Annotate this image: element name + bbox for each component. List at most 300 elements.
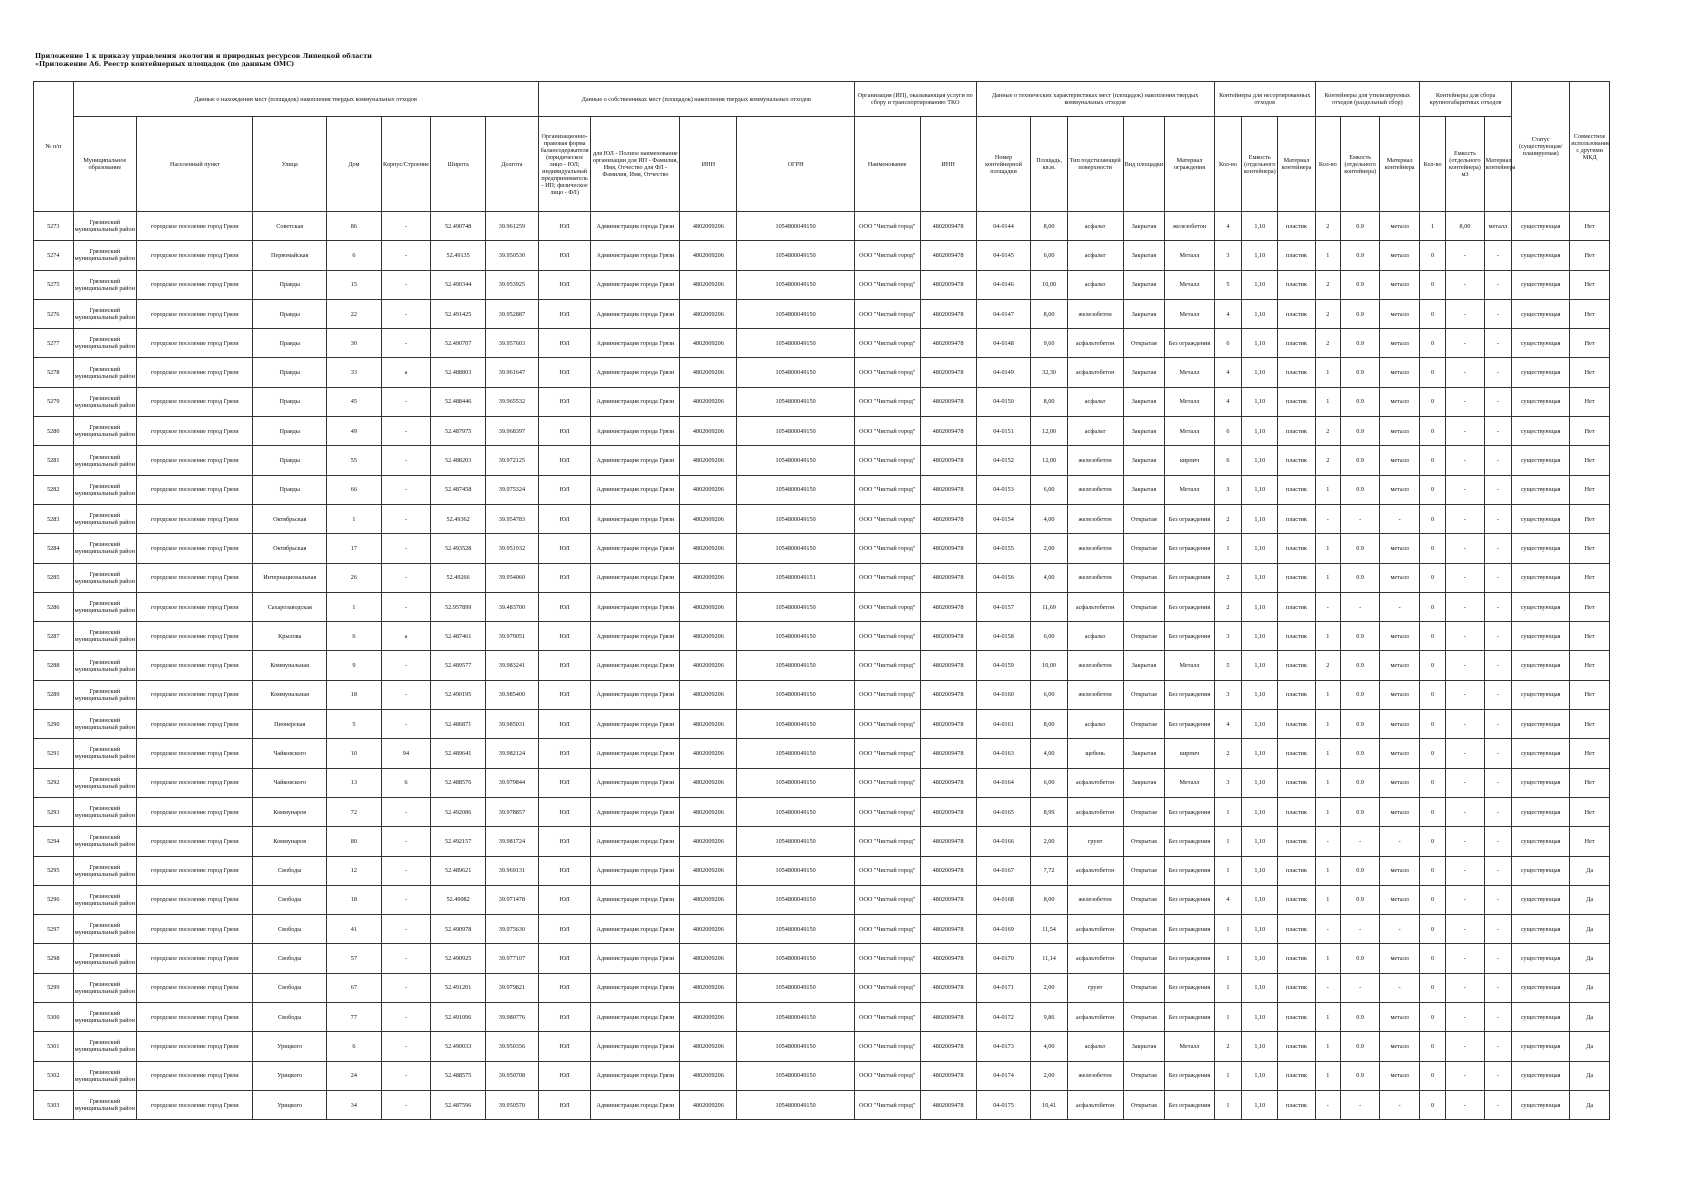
header-col: Населенный пункт xyxy=(137,117,253,212)
table-cell: 1,10 xyxy=(1242,856,1278,885)
table-cell: 4802009478 xyxy=(920,387,976,416)
table-cell: 0.9 xyxy=(1340,768,1380,797)
table-cell: 39.961647 xyxy=(486,358,539,387)
table-cell: 52.488576 xyxy=(431,768,486,797)
table-cell: 32,30 xyxy=(1031,358,1067,387)
table-cell: пластик xyxy=(1278,270,1315,299)
table-cell: 0.9 xyxy=(1340,1003,1380,1032)
table-cell: 6 xyxy=(1214,417,1241,446)
header-col: Площадь, кв.м. xyxy=(1031,117,1067,212)
table-cell: 3 xyxy=(1214,680,1241,709)
table-cell: городское поселение город Грязи xyxy=(137,329,253,358)
table-cell: 1054800049150 xyxy=(737,885,854,914)
table-cell: 4802009206 xyxy=(680,680,737,709)
table-cell: 04-0156 xyxy=(976,563,1031,592)
table-cell: 7,72 xyxy=(1031,856,1067,885)
table-cell: 5275 xyxy=(34,270,74,299)
table-cell: Администрация города Грязи xyxy=(591,270,680,299)
table-cell: 1,10 xyxy=(1242,475,1278,504)
table-cell: 1 xyxy=(1315,710,1340,739)
table-cell: 1054800049150 xyxy=(737,651,854,680)
table-cell: Администрация города Грязи xyxy=(591,475,680,504)
table-cell: Открытая xyxy=(1123,329,1165,358)
table-cell: Да xyxy=(1570,885,1610,914)
table-cell: 67 xyxy=(326,973,381,1002)
table-cell: 4802009206 xyxy=(680,1090,737,1119)
table-cell: 52.49135 xyxy=(431,241,486,270)
table-cell: Нет xyxy=(1570,680,1610,709)
table-cell: городское поселение город Грязи xyxy=(137,241,253,270)
table-cell: 1054800049150 xyxy=(737,739,854,768)
table-cell: Грязинский муниципальный район xyxy=(73,973,137,1002)
table-cell: ЮЛ xyxy=(538,446,591,475)
table-cell: - xyxy=(381,592,430,621)
table-cell: 4802009206 xyxy=(680,1061,737,1090)
table-cell: асфальтобетон xyxy=(1067,1003,1123,1032)
table-cell: 04-0171 xyxy=(976,973,1031,1002)
table-cell: 4802009206 xyxy=(680,534,737,563)
table-cell: 52.490195 xyxy=(431,680,486,709)
table-cell: - xyxy=(381,944,430,973)
table-cell: 0.9 xyxy=(1340,680,1380,709)
table-cell: 77 xyxy=(326,1003,381,1032)
table-cell: 17 xyxy=(326,534,381,563)
table-cell: 39.968397 xyxy=(486,417,539,446)
table-cell: Грязинский муниципальный район xyxy=(73,475,137,504)
table-cell: 1 xyxy=(1315,856,1340,885)
table-cell: - xyxy=(381,299,430,328)
table-row xyxy=(34,651,1610,680)
table-cell: Администрация города Грязи xyxy=(591,944,680,973)
table-cell: существующая xyxy=(1512,973,1570,1002)
table-cell: - xyxy=(1484,768,1511,797)
table-row xyxy=(34,358,1610,387)
table-cell: Администрация города Грязи xyxy=(591,856,680,885)
table-cell: 0 xyxy=(1419,417,1445,446)
table-cell: городское поселение город Грязи xyxy=(137,446,253,475)
table-cell: 39.977107 xyxy=(486,944,539,973)
table-cell: 5296 xyxy=(34,885,74,914)
table-cell: ООО "Чистый город" xyxy=(854,504,920,533)
table-cell: 04-0170 xyxy=(976,944,1031,973)
table-cell: Администрация города Грязи xyxy=(591,739,680,768)
table-cell: а xyxy=(381,622,430,651)
table-cell: - xyxy=(1446,915,1484,944)
table-cell: ЮЛ xyxy=(538,915,591,944)
table-cell: 1054800049150 xyxy=(737,299,854,328)
table-cell: Администрация города Грязи xyxy=(591,622,680,651)
table-cell: 04-0150 xyxy=(976,387,1031,416)
table-cell: существующая xyxy=(1512,475,1570,504)
table-cell: асфальтобетон xyxy=(1067,944,1123,973)
table-cell: Администрация города Грязи xyxy=(591,358,680,387)
table-cell: 94 xyxy=(381,739,430,768)
table-cell: Грязинский муниципальный район xyxy=(73,1032,137,1061)
table-cell: 1 xyxy=(1315,680,1340,709)
table-cell: 2 xyxy=(1214,1032,1241,1061)
table-cell: Открытая xyxy=(1123,504,1165,533)
table-cell: железобетон xyxy=(1067,475,1123,504)
table-cell: асфальтобетон xyxy=(1067,592,1123,621)
table-cell: 1 xyxy=(1419,212,1445,241)
table-cell: 0 xyxy=(1419,1061,1445,1090)
table-cell: Интернациональная xyxy=(253,563,327,592)
table-cell: 1 xyxy=(1214,915,1241,944)
table-cell: Грязинский муниципальный район xyxy=(73,358,137,387)
table-cell: 33 xyxy=(326,358,381,387)
table-cell: 1054800049150 xyxy=(737,212,854,241)
table-cell: щебень xyxy=(1067,739,1123,768)
table-cell: Грязинский муниципальный район xyxy=(73,797,137,826)
table-cell: 1 xyxy=(1315,768,1340,797)
table-cell: 4802009206 xyxy=(680,212,737,241)
table-cell: Да xyxy=(1570,1090,1610,1119)
header-col: Емкость (отдельного контейнера) xyxy=(1242,117,1278,212)
table-cell: Администрация города Грязи xyxy=(591,651,680,680)
table-cell: 72 xyxy=(326,797,381,826)
table-cell: 4802009478 xyxy=(920,329,976,358)
header-group-unsorted-containers: Контейнеры для несортированных отходов xyxy=(1214,82,1315,117)
table-cell: 5273 xyxy=(34,212,74,241)
table-cell: Да xyxy=(1570,973,1610,1002)
table-cell: 3 xyxy=(1214,475,1241,504)
header-group-owners: Данные о собственниках мест (площадок) накопления твердых коммунальных отходов xyxy=(538,82,854,117)
table-cell: Открытая xyxy=(1123,944,1165,973)
header-num: № п/п xyxy=(34,82,74,212)
table-cell: ООО "Чистый город" xyxy=(854,1061,920,1090)
table-cell: - xyxy=(1484,592,1511,621)
table-cell: 0.9 xyxy=(1340,651,1380,680)
table-cell: 9,60 xyxy=(1031,329,1067,358)
table-cell: Грязинский муниципальный район xyxy=(73,739,137,768)
table-cell: 4802009206 xyxy=(680,592,737,621)
table-cell: 1,10 xyxy=(1242,534,1278,563)
table-cell: 5277 xyxy=(34,329,74,358)
table-cell: 52.491425 xyxy=(431,299,486,328)
table-cell: - xyxy=(1484,299,1511,328)
table-cell: 39.983241 xyxy=(486,651,539,680)
table-cell: 04-0173 xyxy=(976,1032,1031,1061)
table-cell: 1054800049150 xyxy=(737,1003,854,1032)
table-cell: - xyxy=(1484,475,1511,504)
header-group-recyclable-containers: Контейнеры для утилизируемых отходов (раздельный сбор) xyxy=(1315,82,1419,117)
table-cell: - xyxy=(1380,1090,1420,1119)
table-cell: 0.9 xyxy=(1340,329,1380,358)
table-row xyxy=(34,299,1610,328)
table-cell: ЮЛ xyxy=(538,534,591,563)
header-col: Широта xyxy=(431,117,486,212)
table-cell: Открытая xyxy=(1123,1003,1165,1032)
table-cell: 1054800049150 xyxy=(737,973,854,1002)
table-cell: - xyxy=(1446,797,1484,826)
table-cell: 1,10 xyxy=(1242,270,1278,299)
table-cell: 1054800049150 xyxy=(737,944,854,973)
table-cell: 12,00 xyxy=(1031,446,1067,475)
table-cell: 04-0160 xyxy=(976,680,1031,709)
table-cell: ООО "Чистый город" xyxy=(854,885,920,914)
table-cell: пластик xyxy=(1278,973,1315,1002)
table-cell: Свободы xyxy=(253,944,327,973)
table-cell: 8,99 xyxy=(1031,797,1067,826)
table-cell: Урицкого xyxy=(253,1090,327,1119)
table-cell: Грязинский муниципальный район xyxy=(73,563,137,592)
table-cell: железобетон xyxy=(1067,651,1123,680)
table-cell: существующая xyxy=(1512,358,1570,387)
table-row xyxy=(34,387,1610,416)
table-cell: 0 xyxy=(1419,1003,1445,1032)
table-cell: 3 xyxy=(1214,622,1241,651)
table-cell: - xyxy=(1484,797,1511,826)
table-cell: Администрация города Грязи xyxy=(591,329,680,358)
table-cell: Свободы xyxy=(253,915,327,944)
table-cell: Без ограждения xyxy=(1165,1061,1214,1090)
table-cell: существующая xyxy=(1512,710,1570,739)
table-cell: Грязинский муниципальный район xyxy=(73,885,137,914)
table-cell: 4802009478 xyxy=(920,534,976,563)
table-cell: - xyxy=(1484,944,1511,973)
table-cell: Металл xyxy=(1165,299,1214,328)
table-cell: городское поселение город Грязи xyxy=(137,856,253,885)
table-cell: 5278 xyxy=(34,358,74,387)
table-cell: существующая xyxy=(1512,797,1570,826)
table-cell: - xyxy=(381,856,430,885)
table-cell: пластик xyxy=(1278,563,1315,592)
header-col: Кол-во xyxy=(1315,117,1340,212)
table-cell: металл xyxy=(1380,622,1420,651)
table-cell: 6 xyxy=(1214,329,1241,358)
table-cell: 4802009478 xyxy=(920,299,976,328)
table-cell: Закрытая xyxy=(1123,446,1165,475)
table-cell: 10 xyxy=(326,739,381,768)
table-cell: пластик xyxy=(1278,710,1315,739)
table-cell: 52.487458 xyxy=(431,475,486,504)
table-cell: Грязинский муниципальный район xyxy=(73,622,137,651)
table-cell: - xyxy=(1446,1090,1484,1119)
table-cell: - xyxy=(1484,563,1511,592)
table-cell: 4802009206 xyxy=(680,270,737,299)
table-row xyxy=(34,768,1610,797)
table-cell: 0 xyxy=(1419,680,1445,709)
table-cell: 4802009478 xyxy=(920,973,976,1002)
table-cell: городское поселение город Грязи xyxy=(137,299,253,328)
table-cell: - xyxy=(1446,563,1484,592)
table-cell: городское поселение город Грязи xyxy=(137,915,253,944)
table-cell: 4802009478 xyxy=(920,1090,976,1119)
table-cell: - xyxy=(1340,1090,1380,1119)
table-cell: пластик xyxy=(1278,797,1315,826)
table-cell: городское поселение город Грязи xyxy=(137,1090,253,1119)
header-col: Номер контейнерной площадки xyxy=(976,117,1031,212)
table-cell: - xyxy=(381,680,430,709)
table-cell: - xyxy=(381,563,430,592)
table-cell: 1054800049150 xyxy=(737,446,854,475)
table-cell: городское поселение город Грязи xyxy=(137,387,253,416)
table-cell: городское поселение город Грязи xyxy=(137,827,253,856)
table-cell: 1,10 xyxy=(1242,417,1278,446)
table-cell: ЮЛ xyxy=(538,680,591,709)
table-cell: Нет xyxy=(1570,446,1610,475)
table-cell: существующая xyxy=(1512,299,1570,328)
table-cell: городское поселение город Грязи xyxy=(137,710,253,739)
table-cell: 4802009478 xyxy=(920,446,976,475)
table-cell: Нет xyxy=(1570,592,1610,621)
table-cell: 1 xyxy=(1315,797,1340,826)
table-cell: 1,10 xyxy=(1242,739,1278,768)
table-cell: 52.493528 xyxy=(431,534,486,563)
table-cell: 52.491096 xyxy=(431,1003,486,1032)
table-cell: 0.9 xyxy=(1340,299,1380,328)
table-cell: 8,00 xyxy=(1446,212,1484,241)
table-cell: 0 xyxy=(1419,475,1445,504)
table-cell: 5 xyxy=(1214,270,1241,299)
document-caption xyxy=(35,52,372,68)
table-cell: - xyxy=(1484,739,1511,768)
table-cell: 04-0174 xyxy=(976,1061,1031,1090)
table-cell: 4802009478 xyxy=(920,475,976,504)
table-cell: городское поселение город Грязи xyxy=(137,475,253,504)
table-cell: пластик xyxy=(1278,504,1315,533)
table-cell: 8,00 xyxy=(1031,885,1067,914)
header-col: для ЮЛ - Полное наименование организации для ИП - Фамилия, Имя, Отчество для ФЛ - Фамилия, Имя, Отчество xyxy=(591,117,680,212)
table-cell: Администрация города Грязи xyxy=(591,504,680,533)
table-cell: Грязинский муниципальный район xyxy=(73,710,137,739)
table-cell: Грязинский муниципальный район xyxy=(73,827,137,856)
table-cell: 52.490033 xyxy=(431,1032,486,1061)
table-cell: асфальтобетон xyxy=(1067,768,1123,797)
header-col: Материал контейнера xyxy=(1380,117,1420,212)
table-cell: - xyxy=(381,973,430,1002)
table-cell: 52.488803 xyxy=(431,358,486,387)
table-cell: 1,10 xyxy=(1242,504,1278,533)
table-cell: металл xyxy=(1380,680,1420,709)
table-cell: - xyxy=(1484,446,1511,475)
header-col: Дом xyxy=(326,117,381,212)
table-cell: 39.483700 xyxy=(486,592,539,621)
table-cell: ООО "Чистый город" xyxy=(854,329,920,358)
table-row xyxy=(34,475,1610,504)
table-cell: 52.486871 xyxy=(431,710,486,739)
table-cell: асфальтобетон xyxy=(1067,856,1123,885)
header-group-location: Данные о нахождении мест (площадок) накопления твердых коммунальных отходов xyxy=(73,82,538,117)
table-cell: 39.985031 xyxy=(486,710,539,739)
table-cell: ЮЛ xyxy=(538,710,591,739)
table-cell: 1 xyxy=(1214,856,1241,885)
table-cell: Без ограждения xyxy=(1165,885,1214,914)
table-cell: - xyxy=(1380,915,1420,944)
table-row xyxy=(34,1003,1610,1032)
table-cell: 4802009478 xyxy=(920,212,976,241)
table-cell: 1 xyxy=(1315,534,1340,563)
table-cell: городское поселение город Грязи xyxy=(137,885,253,914)
table-cell: городское поселение город Грязи xyxy=(137,212,253,241)
table-cell: асфальтобетон xyxy=(1067,915,1123,944)
table-row xyxy=(34,739,1610,768)
table-cell: 1054800049150 xyxy=(737,475,854,504)
table-cell: 1054800049150 xyxy=(737,387,854,416)
table-cell: Металл xyxy=(1165,358,1214,387)
table-cell: Грязинский муниципальный район xyxy=(73,680,137,709)
table-cell: - xyxy=(1446,622,1484,651)
table-cell: 0 xyxy=(1419,856,1445,885)
table-cell: Открытая xyxy=(1123,797,1165,826)
table-cell: - xyxy=(1446,739,1484,768)
table-cell: 04-0146 xyxy=(976,270,1031,299)
table-cell: 1,10 xyxy=(1242,651,1278,680)
table-cell: железобетон xyxy=(1067,504,1123,533)
table-cell: 86 xyxy=(326,212,381,241)
table-cell: 4802009478 xyxy=(920,622,976,651)
table-cell: 4802009206 xyxy=(680,651,737,680)
table-cell: Администрация города Грязи xyxy=(591,299,680,328)
table-cell: существующая xyxy=(1512,1061,1570,1090)
table-cell: 4802009206 xyxy=(680,622,737,651)
table-cell: ЮЛ xyxy=(538,358,591,387)
table-cell: 1054800049150 xyxy=(737,768,854,797)
table-cell: 52.489641 xyxy=(431,739,486,768)
table-cell: 52.489621 xyxy=(431,856,486,885)
table-cell: 0 xyxy=(1419,329,1445,358)
table-cell: 2,00 xyxy=(1031,534,1067,563)
table-row xyxy=(34,329,1610,358)
table-cell: городское поселение город Грязи xyxy=(137,358,253,387)
table-cell: 0.9 xyxy=(1340,241,1380,270)
table-cell: - xyxy=(1484,1003,1511,1032)
table-cell: 4802009206 xyxy=(680,827,737,856)
table-cell: ЮЛ xyxy=(538,475,591,504)
table-cell: ЮЛ xyxy=(538,944,591,973)
table-cell: 1,10 xyxy=(1242,1061,1278,1090)
table-cell: асфальт xyxy=(1067,1032,1123,1061)
table-cell: Правды xyxy=(253,270,327,299)
table-cell: 4 xyxy=(1214,885,1241,914)
table-cell: ООО "Чистый город" xyxy=(854,417,920,446)
table-cell: Грязинский муниципальный район xyxy=(73,534,137,563)
table-cell: Свободы xyxy=(253,1003,327,1032)
table-cell: металл xyxy=(1380,885,1420,914)
table-cell: 6 xyxy=(1214,446,1241,475)
table-cell: 39.982124 xyxy=(486,739,539,768)
table-cell: 1 xyxy=(1315,1032,1340,1061)
table-cell: Пионерская xyxy=(253,710,327,739)
table-cell: Без ограждения xyxy=(1165,915,1214,944)
table-cell: Без ограждения xyxy=(1165,534,1214,563)
table-cell: ООО "Чистый город" xyxy=(854,299,920,328)
table-cell: 0.9 xyxy=(1340,710,1380,739)
table-cell: Октябрьская xyxy=(253,504,327,533)
table-cell: 6,00 xyxy=(1031,622,1067,651)
table-cell: - xyxy=(1340,592,1380,621)
table-cell: Правды xyxy=(253,329,327,358)
table-cell: пластик xyxy=(1278,1032,1315,1061)
caption-line-1: Приложение 1 к приказу управления экологии и природных ресурсов Липецкой области xyxy=(35,52,372,60)
table-cell: 1,10 xyxy=(1242,212,1278,241)
table-cell: 39.971478 xyxy=(486,885,539,914)
table-cell: 4802009206 xyxy=(680,1032,737,1061)
table-cell: 39.978857 xyxy=(486,797,539,826)
table-cell: Грязинский муниципальный район xyxy=(73,504,137,533)
table-cell: - xyxy=(381,534,430,563)
table-cell: 04-0154 xyxy=(976,504,1031,533)
table-cell: - xyxy=(1446,944,1484,973)
table-cell: 1,10 xyxy=(1242,827,1278,856)
table-cell: - xyxy=(1446,329,1484,358)
table-cell: Закрытая xyxy=(1123,1032,1165,1061)
table-cell: 0.9 xyxy=(1340,212,1380,241)
table-row xyxy=(34,504,1610,533)
table-cell: 4802009206 xyxy=(680,739,737,768)
table-cell: 52.487461 xyxy=(431,622,486,651)
table-cell: 1 xyxy=(1214,973,1241,1002)
